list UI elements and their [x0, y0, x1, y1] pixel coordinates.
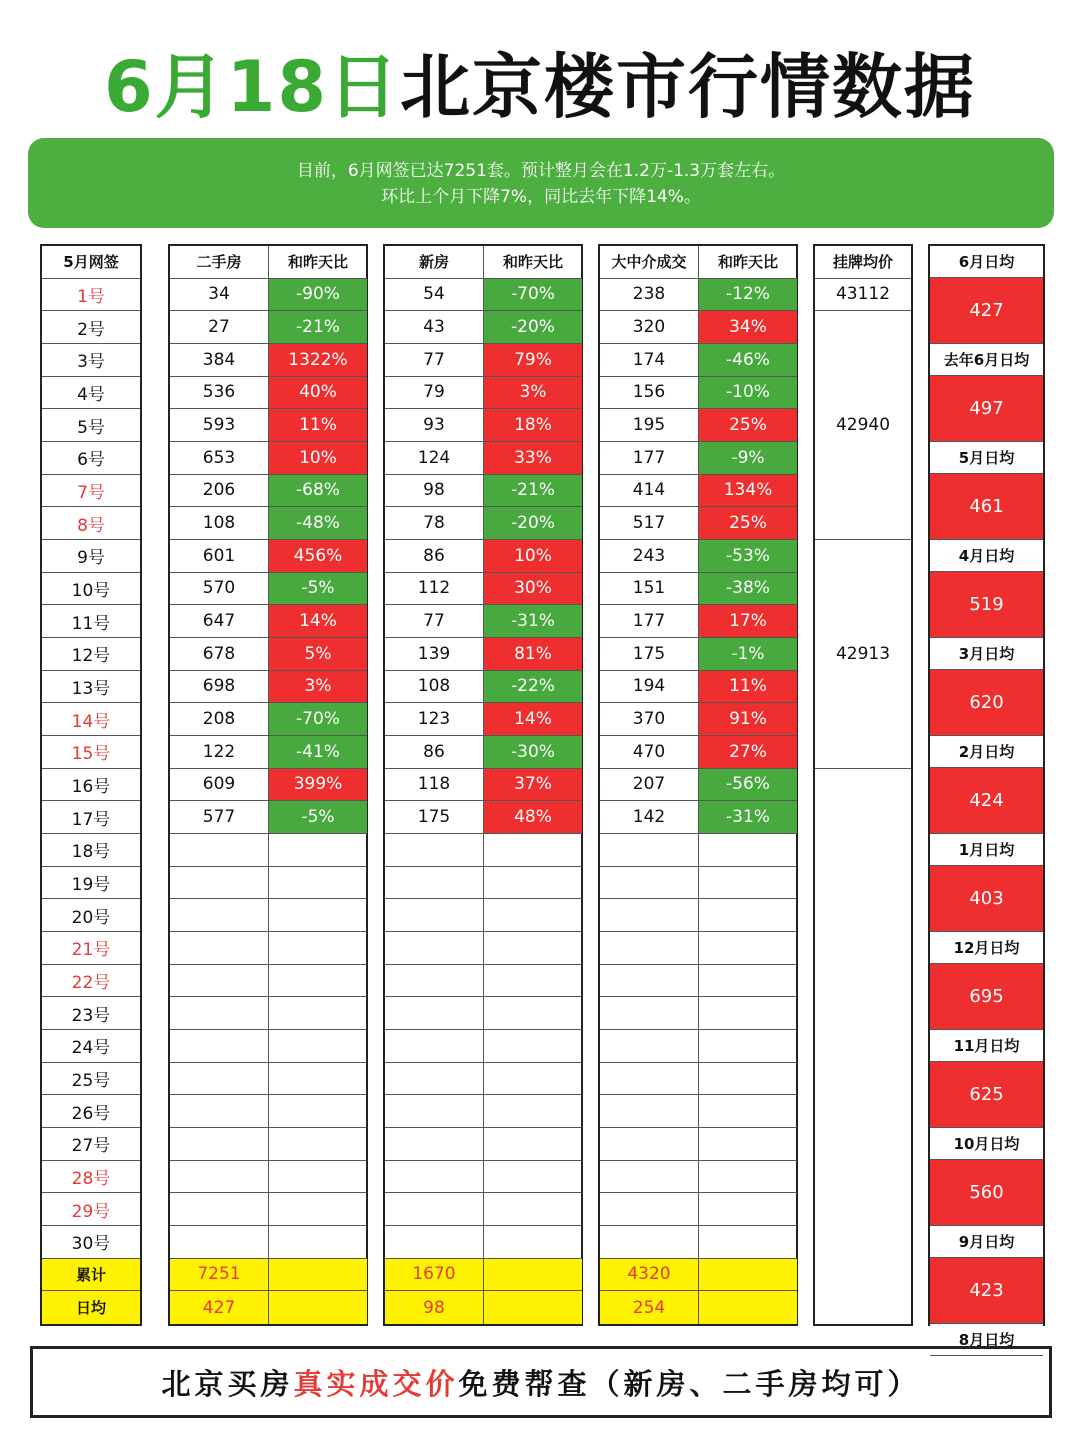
- month-value: 427: [930, 278, 1043, 344]
- footer-banner: [30, 1346, 1052, 1418]
- change-cell: [269, 867, 367, 900]
- change-cell: [699, 1161, 797, 1194]
- day-label: 3号: [42, 344, 140, 377]
- table-header: 新房: [385, 246, 483, 279]
- change-cell: 17%: [699, 605, 797, 638]
- day-label: 22号: [42, 965, 140, 998]
- change-cell: [484, 1161, 582, 1194]
- value-cell: 77: [385, 344, 483, 377]
- table-1: [168, 244, 368, 1326]
- month-label: 8月日均: [930, 1324, 1043, 1356]
- value-cell: 175: [385, 801, 483, 834]
- value-cell: 194: [600, 671, 698, 704]
- change-cell: [269, 1161, 367, 1194]
- change-cell: 18%: [484, 409, 582, 442]
- change-cell: -70%: [269, 703, 367, 736]
- change-cell: -20%: [484, 507, 582, 540]
- value-cell: 98: [385, 475, 483, 508]
- value-cell: 470: [600, 736, 698, 769]
- value-cell: 414: [600, 475, 698, 508]
- day-label: 13号: [42, 671, 140, 704]
- column-divider: [483, 246, 484, 1324]
- listing-column: [813, 244, 913, 1326]
- month-value: 625: [930, 1062, 1043, 1128]
- compare-header: 和昨天比: [269, 246, 367, 279]
- change-cell: -68%: [269, 475, 367, 508]
- day-label: 30号: [42, 1226, 140, 1259]
- days-header: 5月网签: [42, 246, 140, 279]
- value-cell: [170, 899, 268, 932]
- change-cell: 5%: [269, 638, 367, 671]
- total-label: 累计: [42, 1259, 140, 1292]
- month-value: 695: [930, 964, 1043, 1030]
- value-cell: [385, 1095, 483, 1128]
- value-cell: [385, 1128, 483, 1161]
- value-cell: [385, 932, 483, 965]
- avg-blank: [699, 1291, 797, 1324]
- value-cell: [385, 834, 483, 867]
- change-cell: 27%: [699, 736, 797, 769]
- change-cell: 81%: [484, 638, 582, 671]
- change-cell: 14%: [484, 703, 582, 736]
- value-cell: [170, 932, 268, 965]
- value-cell: 601: [170, 540, 268, 573]
- change-cell: 14%: [269, 605, 367, 638]
- value-cell: 207: [600, 769, 698, 802]
- listing-price: 42913: [815, 540, 911, 769]
- change-cell: [269, 1095, 367, 1128]
- change-cell: 37%: [484, 769, 582, 802]
- change-cell: [484, 1226, 582, 1259]
- change-cell: 3%: [269, 671, 367, 704]
- value-cell: [600, 1063, 698, 1096]
- month-label: 4月日均: [930, 540, 1043, 572]
- change-cell: [484, 1128, 582, 1161]
- value-cell: [600, 965, 698, 998]
- change-cell: -56%: [699, 769, 797, 802]
- value-cell: [385, 965, 483, 998]
- change-cell: -5%: [269, 573, 367, 606]
- value-cell: 570: [170, 573, 268, 606]
- value-cell: [170, 1063, 268, 1096]
- value-cell: 86: [385, 736, 483, 769]
- value-cell: [385, 1193, 483, 1226]
- change-cell: [484, 997, 582, 1030]
- value-cell: 609: [170, 769, 268, 802]
- total-blank: [269, 1259, 367, 1292]
- change-cell: [484, 1193, 582, 1226]
- change-cell: [484, 899, 582, 932]
- value-cell: [600, 997, 698, 1030]
- value-cell: 208: [170, 703, 268, 736]
- change-cell: 1322%: [269, 344, 367, 377]
- change-cell: [269, 1030, 367, 1063]
- value-cell: [170, 1095, 268, 1128]
- change-cell: 10%: [484, 540, 582, 573]
- title-date: 6月18日: [103, 46, 401, 128]
- value-cell: 139: [385, 638, 483, 671]
- change-cell: [699, 1030, 797, 1063]
- change-cell: [269, 1128, 367, 1161]
- total-blank: [484, 1259, 582, 1292]
- value-cell: [385, 997, 483, 1030]
- value-cell: [170, 1193, 268, 1226]
- day-label: 8号: [42, 507, 140, 540]
- value-cell: 370: [600, 703, 698, 736]
- value-cell: 34: [170, 279, 268, 312]
- summary-line-1: 目前，6月网签已达7251套。预计整月会在1.2万-1.3万套左右。: [296, 161, 786, 181]
- day-label: 14号: [42, 703, 140, 736]
- value-cell: 93: [385, 409, 483, 442]
- compare-header: 和昨天比: [699, 246, 797, 279]
- change-cell: -48%: [269, 507, 367, 540]
- change-cell: 399%: [269, 769, 367, 802]
- value-cell: 577: [170, 801, 268, 834]
- month-value: 560: [930, 1160, 1043, 1226]
- value-cell: 517: [600, 507, 698, 540]
- month-label: 3月日均: [930, 638, 1043, 670]
- value-cell: 678: [170, 638, 268, 671]
- change-cell: [699, 932, 797, 965]
- avg-blank: [269, 1291, 367, 1324]
- total-value: 1670: [385, 1259, 483, 1292]
- day-label: 1号: [42, 279, 140, 312]
- value-cell: 108: [385, 671, 483, 704]
- value-cell: [600, 1226, 698, 1259]
- value-cell: 122: [170, 736, 268, 769]
- change-cell: -31%: [484, 605, 582, 638]
- value-cell: 384: [170, 344, 268, 377]
- day-label: 27号: [42, 1128, 140, 1161]
- month-label: 9月日均: [930, 1226, 1043, 1258]
- value-cell: 177: [600, 605, 698, 638]
- day-label: 20号: [42, 899, 140, 932]
- day-label: 15号: [42, 736, 140, 769]
- value-cell: [385, 899, 483, 932]
- monthly-averages-column: [928, 244, 1045, 1349]
- value-cell: 78: [385, 507, 483, 540]
- change-cell: 25%: [699, 409, 797, 442]
- month-value: 620: [930, 670, 1043, 736]
- change-cell: 456%: [269, 540, 367, 573]
- value-cell: 320: [600, 311, 698, 344]
- value-cell: [170, 834, 268, 867]
- change-cell: [699, 899, 797, 932]
- table-header: 二手房: [170, 246, 268, 279]
- value-cell: 206: [170, 475, 268, 508]
- day-label: 21号: [42, 932, 140, 965]
- change-cell: [269, 1193, 367, 1226]
- value-cell: 79: [385, 377, 483, 410]
- avg-blank: [484, 1291, 582, 1324]
- day-label: 5号: [42, 409, 140, 442]
- value-cell: [170, 997, 268, 1030]
- day-label: 26号: [42, 1095, 140, 1128]
- value-cell: 698: [170, 671, 268, 704]
- value-cell: 142: [600, 801, 698, 834]
- value-cell: 118: [385, 769, 483, 802]
- change-cell: 3%: [484, 377, 582, 410]
- change-cell: 134%: [699, 475, 797, 508]
- change-cell: 48%: [484, 801, 582, 834]
- page-title: [0, 42, 1080, 132]
- day-label: 4号: [42, 377, 140, 410]
- day-label: 11号: [42, 605, 140, 638]
- value-cell: 123: [385, 703, 483, 736]
- avg-value: 98: [385, 1291, 483, 1324]
- change-cell: -38%: [699, 573, 797, 606]
- day-label: 16号: [42, 769, 140, 802]
- change-cell: 11%: [699, 671, 797, 704]
- change-cell: [269, 997, 367, 1030]
- total-value: 7251: [170, 1259, 268, 1292]
- change-cell: 11%: [269, 409, 367, 442]
- change-cell: -46%: [699, 344, 797, 377]
- avg-label: 日均: [42, 1291, 140, 1324]
- value-cell: [170, 965, 268, 998]
- change-cell: -41%: [269, 736, 367, 769]
- value-cell: [170, 1226, 268, 1259]
- change-cell: 25%: [699, 507, 797, 540]
- avg-value: 427: [170, 1291, 268, 1324]
- value-cell: 238: [600, 279, 698, 312]
- day-label: 24号: [42, 1030, 140, 1063]
- change-cell: -21%: [269, 311, 367, 344]
- change-cell: [484, 1063, 582, 1096]
- change-cell: 34%: [699, 311, 797, 344]
- day-label: 25号: [42, 1063, 140, 1096]
- change-cell: [699, 1226, 797, 1259]
- change-cell: [699, 1063, 797, 1096]
- change-cell: -70%: [484, 279, 582, 312]
- compare-header: 和昨天比: [484, 246, 582, 279]
- value-cell: 243: [600, 540, 698, 573]
- month-value: 403: [930, 866, 1043, 932]
- change-cell: [269, 1226, 367, 1259]
- value-cell: 108: [170, 507, 268, 540]
- table-2: [383, 244, 583, 1326]
- change-cell: -10%: [699, 377, 797, 410]
- footer-highlight: 真实成交价: [293, 1366, 459, 1401]
- change-cell: -53%: [699, 540, 797, 573]
- change-cell: [699, 1095, 797, 1128]
- change-cell: -9%: [699, 442, 797, 475]
- change-cell: -21%: [484, 475, 582, 508]
- value-cell: 647: [170, 605, 268, 638]
- change-cell: -30%: [484, 736, 582, 769]
- footer-text-1: 北京买房: [161, 1366, 294, 1401]
- day-label: 29号: [42, 1193, 140, 1226]
- days-column: [40, 244, 142, 1326]
- day-label: 6号: [42, 442, 140, 475]
- day-label: 17号: [42, 801, 140, 834]
- value-cell: [385, 1063, 483, 1096]
- value-cell: 536: [170, 377, 268, 410]
- month-label: 5月日均: [930, 442, 1043, 474]
- change-cell: [269, 1063, 367, 1096]
- change-cell: 33%: [484, 442, 582, 475]
- value-cell: [600, 834, 698, 867]
- change-cell: -20%: [484, 311, 582, 344]
- value-cell: 124: [385, 442, 483, 475]
- value-cell: 77: [385, 605, 483, 638]
- change-cell: [269, 834, 367, 867]
- month-value: 519: [930, 572, 1043, 638]
- month-label: 1月日均: [930, 834, 1043, 866]
- avg-value: 254: [600, 1291, 698, 1324]
- value-cell: [170, 1030, 268, 1063]
- value-cell: [600, 899, 698, 932]
- month-label: 12月日均: [930, 932, 1043, 964]
- value-cell: [600, 1030, 698, 1063]
- change-cell: 91%: [699, 703, 797, 736]
- change-cell: [699, 965, 797, 998]
- value-cell: 43: [385, 311, 483, 344]
- value-cell: 156: [600, 377, 698, 410]
- value-cell: [600, 1095, 698, 1128]
- value-cell: 653: [170, 442, 268, 475]
- change-cell: [484, 834, 582, 867]
- listing-header: 挂牌均价: [815, 246, 911, 279]
- day-label: 7号: [42, 475, 140, 508]
- value-cell: [170, 1161, 268, 1194]
- summary-line-2: 环比上个月下降7%，同比去年下降14%。: [381, 187, 701, 207]
- value-cell: 27: [170, 311, 268, 344]
- change-cell: [484, 965, 582, 998]
- table-3: [598, 244, 798, 1326]
- change-cell: 30%: [484, 573, 582, 606]
- change-cell: [699, 1128, 797, 1161]
- change-cell: -12%: [699, 279, 797, 312]
- value-cell: [170, 1128, 268, 1161]
- value-cell: 175: [600, 638, 698, 671]
- change-cell: 10%: [269, 442, 367, 475]
- listing-price: 43112: [815, 279, 911, 312]
- change-cell: -31%: [699, 801, 797, 834]
- value-cell: 177: [600, 442, 698, 475]
- table-header: 大中介成交: [600, 246, 698, 279]
- month-label: 10月日均: [930, 1128, 1043, 1160]
- month-value: 423: [930, 1258, 1043, 1324]
- value-cell: [600, 867, 698, 900]
- value-cell: [600, 1161, 698, 1194]
- day-label: 10号: [42, 573, 140, 606]
- change-cell: [699, 1193, 797, 1226]
- change-cell: -22%: [484, 671, 582, 704]
- summary-banner: [28, 138, 1054, 228]
- month-label: 11月日均: [930, 1030, 1043, 1062]
- value-cell: [385, 1030, 483, 1063]
- column-divider: [268, 246, 269, 1324]
- value-cell: [600, 1128, 698, 1161]
- change-cell: -90%: [269, 279, 367, 312]
- value-cell: [385, 867, 483, 900]
- month-label: 6月日均: [930, 246, 1043, 278]
- day-label: 2号: [42, 311, 140, 344]
- value-cell: [600, 1193, 698, 1226]
- change-cell: [269, 932, 367, 965]
- change-cell: 79%: [484, 344, 582, 377]
- change-cell: [699, 867, 797, 900]
- change-cell: -5%: [269, 801, 367, 834]
- value-cell: 593: [170, 409, 268, 442]
- day-label: 28号: [42, 1161, 140, 1194]
- month-value: 461: [930, 474, 1043, 540]
- value-cell: 195: [600, 409, 698, 442]
- month-label: 2月日均: [930, 736, 1043, 768]
- total-value: 4320: [600, 1259, 698, 1292]
- value-cell: 54: [385, 279, 483, 312]
- month-value: 497: [930, 376, 1043, 442]
- change-cell: [269, 899, 367, 932]
- column-divider: [698, 246, 699, 1324]
- title-text: 北京楼市行情数据: [400, 46, 977, 128]
- value-cell: [385, 1161, 483, 1194]
- month-label: 去年6月日均: [930, 344, 1043, 376]
- value-cell: 112: [385, 573, 483, 606]
- listing-price: 42940: [815, 311, 911, 540]
- day-label: 18号: [42, 834, 140, 867]
- change-cell: [484, 932, 582, 965]
- total-blank: [699, 1259, 797, 1292]
- change-cell: [699, 834, 797, 867]
- footer-text-2: 免费帮查（新房、二手房均可）: [458, 1366, 921, 1401]
- month-value: 424: [930, 768, 1043, 834]
- day-label: 19号: [42, 867, 140, 900]
- change-cell: [484, 1030, 582, 1063]
- value-cell: 86: [385, 540, 483, 573]
- day-label: 12号: [42, 638, 140, 671]
- value-cell: [385, 1226, 483, 1259]
- change-cell: 40%: [269, 377, 367, 410]
- day-label: 23号: [42, 997, 140, 1030]
- day-label: 9号: [42, 540, 140, 573]
- change-cell: -1%: [699, 638, 797, 671]
- value-cell: 151: [600, 573, 698, 606]
- change-cell: [484, 1095, 582, 1128]
- value-cell: [600, 932, 698, 965]
- change-cell: [484, 867, 582, 900]
- change-cell: [699, 997, 797, 1030]
- value-cell: 174: [600, 344, 698, 377]
- change-cell: [269, 965, 367, 998]
- value-cell: [170, 867, 268, 900]
